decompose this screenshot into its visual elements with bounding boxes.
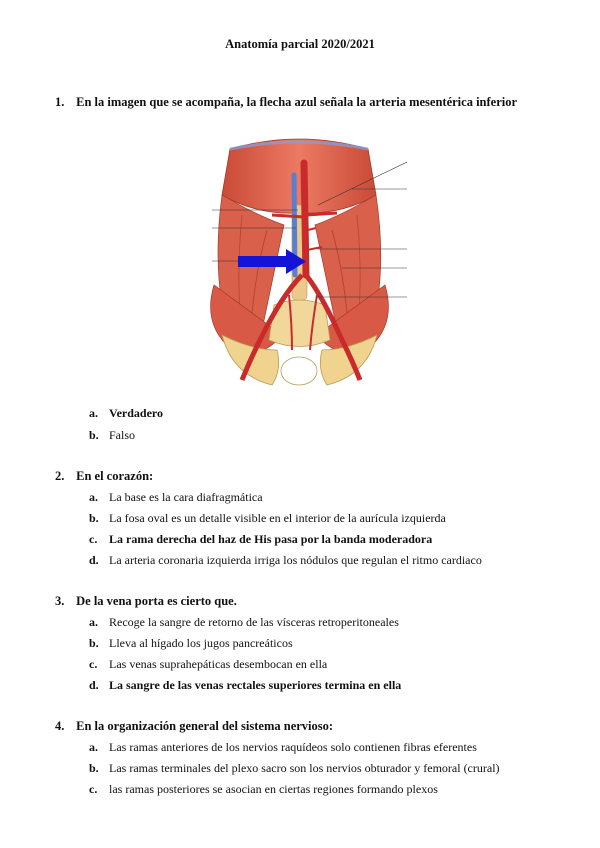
- q1-option-a: a. Verdadero: [89, 406, 163, 420]
- q3-option-a: a. Recoge la sangre de retorno de las vísceras retroperitoneales: [89, 615, 399, 629]
- question-number: 3.: [55, 594, 65, 608]
- question-1: [55, 95, 517, 110]
- question-text: De la vena porta es cierto que.: [76, 594, 237, 608]
- q2-option-a: a. La base es la cara diafragmática: [89, 490, 263, 504]
- q4-option-c: c. las ramas posteriores se asocian en ciertas regiones formando plexos: [89, 782, 438, 796]
- q3-option-d: d. La sangre de las venas rectales superiores termina en ella: [89, 678, 402, 692]
- question-text: En la imagen que se acompaña, la flecha azul señala la arteria mesentérica inferior: [76, 95, 518, 109]
- q3-option-c: c. Las venas suprahepáticas desembocan en ella: [89, 657, 328, 671]
- question-number: 4.: [55, 719, 65, 733]
- page-title: Anatomía parcial 2020/2021: [225, 37, 375, 51]
- q2-option-b: b. La fosa oval es un detalle visible en el interior de la aurícula izquierda: [89, 511, 446, 525]
- q2-option-d: d. La arteria coronaria izquierda irriga los nódulos que regulan el ritmo cardiaco: [89, 553, 482, 567]
- question-number: 1.: [55, 95, 65, 109]
- question-2: [55, 469, 153, 484]
- q3-option-b: b. Lleva al hígado los jugos pancreáticos: [89, 636, 293, 650]
- q2-option-c: c. La rama derecha del haz de His pasa por la banda moderadora: [89, 532, 433, 546]
- question-3: [55, 594, 237, 609]
- question-4: [55, 719, 333, 734]
- question-text: En la organización general del sistema nervioso:: [76, 719, 334, 733]
- anatomy-figure: [192, 135, 407, 397]
- question-number: 2.: [55, 469, 65, 483]
- q4-option-b: b. Las ramas terminales del plexo sacro son los nervios obturador y femoral (crural): [89, 761, 500, 775]
- question-text: En el corazón:: [76, 469, 154, 483]
- q1-option-b: b. Falso: [89, 428, 136, 442]
- q4-option-a: a. Las ramas anteriores de los nervios raquídeos solo contienen fibras eferentes: [89, 740, 477, 754]
